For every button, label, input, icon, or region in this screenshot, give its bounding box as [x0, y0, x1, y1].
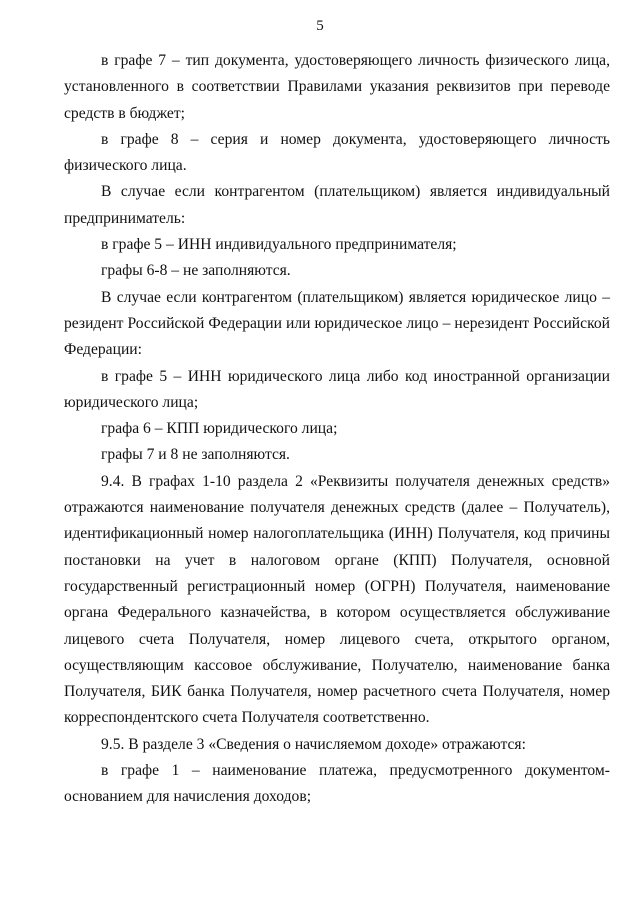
paragraph: В случае если контрагентом (плательщиком) является индивидуальный предприниматель: [64, 183, 610, 227]
paragraph: в графе 8 – серия и номер документа, удостоверяющего личность физического лица. [64, 130, 610, 175]
paragraph: графа 6 – КПП юридического лица; [101, 420, 338, 438]
paragraph: в графе 5 – ИНН индивидуального предпринимателя; [101, 236, 457, 254]
paragraph: в графе 7 – тип документа, удостоверяющего личность физического лица, установленного в соответствии Правилами указания реквизитов при переводе средств в бюджет; [64, 52, 610, 122]
paragraph: графы 6-8 – не заполняются. [101, 262, 291, 280]
paragraph: В случае если контрагентом (плательщиком) является юридическое лицо – резидент Российской Федерации или юридическое лицо – нерезидент Российской Федерации: [64, 288, 610, 359]
paragraph: в графе 5 – ИНН юридического лица либо код иностранной организации юридического лица; [64, 367, 610, 411]
paragraph: графы 7 и 8 не заполняются. [101, 446, 290, 464]
paragraph: 9.5. В разделе 3 «Сведения о начисляемом доходе» отражаются: [101, 735, 526, 753]
page-number: 5 [316, 18, 324, 34]
paragraph: в графе 1 – наименование платежа, предусмотренного документом-основанием для начисления доходов; [64, 762, 610, 806]
document-body [64, 48, 610, 811]
paragraph: 9.4. В графах 1-10 раздела 2 «Реквизиты получателя денежных средств» отражаются наименование получателя денежных средств (далее – Получатель), идентификационный номер налогоплательщика (ИНН) Получателя, код причины постановки на учет в налоговом органе (КПП) Получателя, основной государственный регистрационный номер (ОГРН) Получателя, наименование органа Федерального казначейства, в котором осуществляется обслуживание лицевого счета Получателя, номер лицевого счета, открытого органом, осуществляющим кассовое обслуживание, Получателю, наименование банка Получателя, БИК банка Получателя, номер расчетного счета Получателя, номер корреспондентского счета Получателя соответственно. [64, 472, 610, 727]
